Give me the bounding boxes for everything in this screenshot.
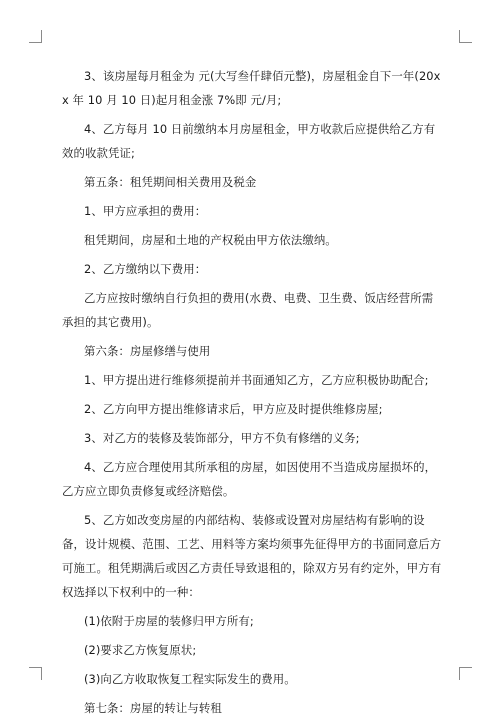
section-heading-article-6: 第六条：房屋修缮与使用	[84, 344, 211, 358]
list-item-option-1: (1)依附于房屋的装修归甲方所有;	[84, 614, 254, 628]
paragraph-party-b-fees: 2、乙方缴纳以下费用：	[84, 262, 207, 276]
list-item-option-2: (2)要求乙方恢复原状;	[84, 643, 197, 657]
crop-mark-bottom-left	[29, 667, 42, 680]
paragraph-structure-change: 5、乙方如改变房屋的内部结构、装修或设置对房屋结构有影响的设备，设计规模、范围、工艺、用料等方案均须事先征得甲方的书面同意后方可施工。租凭期满后或因乙方责任导致退租的，除双方另有约定外，甲方有权选择以下权利中的一种：	[62, 513, 442, 599]
paragraph-decoration: 3、对乙方的装修及装饰部分，甲方不负有修缮的义务;	[84, 431, 360, 445]
paragraph-utilities: 乙方应按时缴纳自行负担的费用(水费、电费、卫生费、饭店经营所需承担的其它费用)。	[62, 291, 434, 329]
paragraph-proper-use: 4、乙方应合理使用其所承租的房屋，如因使用不当造成房屋损坏的，乙方应立即负责修复或经济赔偿。	[62, 460, 437, 498]
crop-mark-top-right	[459, 30, 472, 43]
paragraph-repair-request: 2、乙方向甲方提出维修请求后，甲方应及时提供维修房屋;	[84, 402, 383, 416]
paragraph-repair-notice: 1、甲方提出进行维修须提前并书面通知乙方，乙方应积极协助配合;	[84, 373, 429, 387]
crop-mark-top-left	[29, 30, 42, 43]
document-body	[62, 64, 442, 725]
section-heading-article-7: 第七条：房屋的转让与转租	[84, 701, 222, 715]
paragraph-property-tax: 租凭期间，房屋和土地的产权税由甲方依法缴纳。	[84, 233, 337, 247]
section-heading-article-5: 第五条：租凭期间相关费用及税金	[84, 175, 257, 189]
paragraph-rent-payment: 4、乙方每月 10 日前缴纳本月房屋租金，甲方收款后应提供给乙方有效的收款凭证;	[62, 122, 436, 160]
crop-mark-bottom-right	[459, 667, 472, 680]
paragraph-rent-amount: 3、该房屋每月租金为 元(大写叁仟肆佰元整)，房屋租金自下一年(20xx 年 10 月 10 日)起月租金涨 7%即 元/月;	[62, 69, 441, 107]
paragraph-party-a-fees: 1、甲方应承担的费用：	[84, 204, 207, 218]
list-item-option-3: (3)向乙方收取恢复工程实际发生的费用。	[84, 672, 296, 686]
